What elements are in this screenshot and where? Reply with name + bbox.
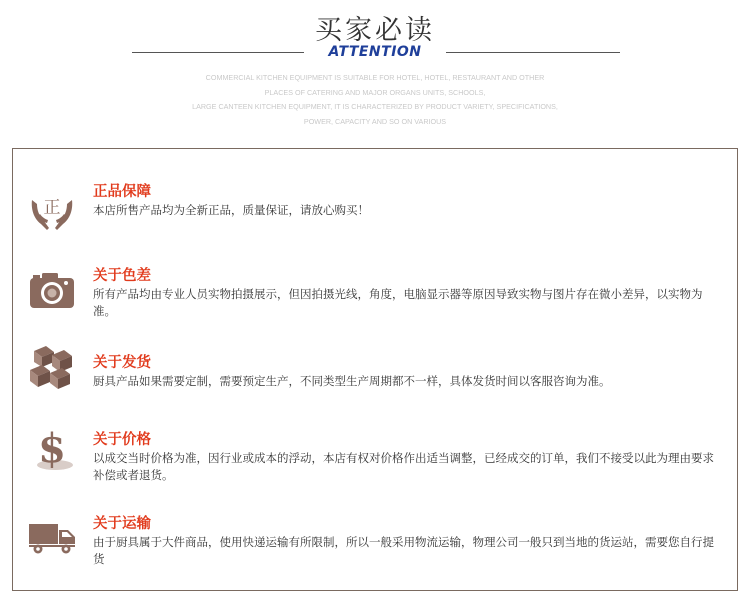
title-rule-right — [446, 52, 620, 53]
title-rule-left — [132, 52, 304, 53]
dollar-glyph: $ — [38, 425, 66, 472]
intro-line: COMMERCIAL KITCHEN EQUIPMENT IS SUITABLE FOR HOTEL, HOTEL, RESTAURANT AND OTHER — [205, 73, 545, 82]
item-body: 以成交当时价格为准，因行业或成本的浮动，本店有权对价格作出适当调整，已经成交的订单，我们不接受以此为理由要求补偿或者退货。 — [93, 451, 714, 482]
intro-line: POWER, CAPACITY AND SO ON VARIOUS — [303, 116, 447, 126]
item-body: 所有产品均由专业人员实物拍摄展示，但因拍摄光线，角度，电脑显示器等原因导致实物与图片存在微小差异，以实物为准。 — [93, 287, 703, 318]
item-body: 本店所售产品均为全新正品，质量保证，请放心购买！ — [93, 203, 369, 217]
item-body: 由于厨具属于大件商品，使用快递运输有所限制，所以一般采用物流运输，物理公司一般只到当地的货运站，需要您自行提货 — [93, 535, 714, 566]
attention-label: ATTENTION — [328, 44, 422, 60]
item-body: 厨具产品如果需要定制，需要预定生产，不同类型生产周期都不一样，具体发货时间以客服咨询为准。 — [93, 374, 611, 388]
truck-icon — [28, 512, 76, 560]
page-title: 买家必读 — [315, 15, 435, 46]
dollar-icon — [28, 424, 76, 472]
item-heading: 正品保障 — [93, 184, 151, 200]
genuine-glyph: 正 — [43, 198, 61, 218]
intro-text — [130, 71, 620, 129]
hands-genuine-icon — [28, 186, 76, 234]
camera-icon — [28, 266, 76, 314]
item-heading: 关于色差 — [93, 268, 151, 284]
boxes-icon — [28, 343, 76, 391]
intro-line: PLACES OF CATERING AND MAJOR ORGANS UNITS, SCHOOLS, — [264, 87, 486, 97]
notice-panel — [12, 148, 738, 591]
intro-line: LARGE CANTEEN KITCHEN EQUIPMENT, IT IS CHARACTERIZED BY PRODUCT VARIETY, SPECIFICATIONS, — [192, 102, 558, 111]
item-heading: 关于价格 — [93, 432, 151, 448]
item-heading: 关于运输 — [93, 516, 151, 532]
item-heading: 关于发货 — [93, 355, 151, 371]
